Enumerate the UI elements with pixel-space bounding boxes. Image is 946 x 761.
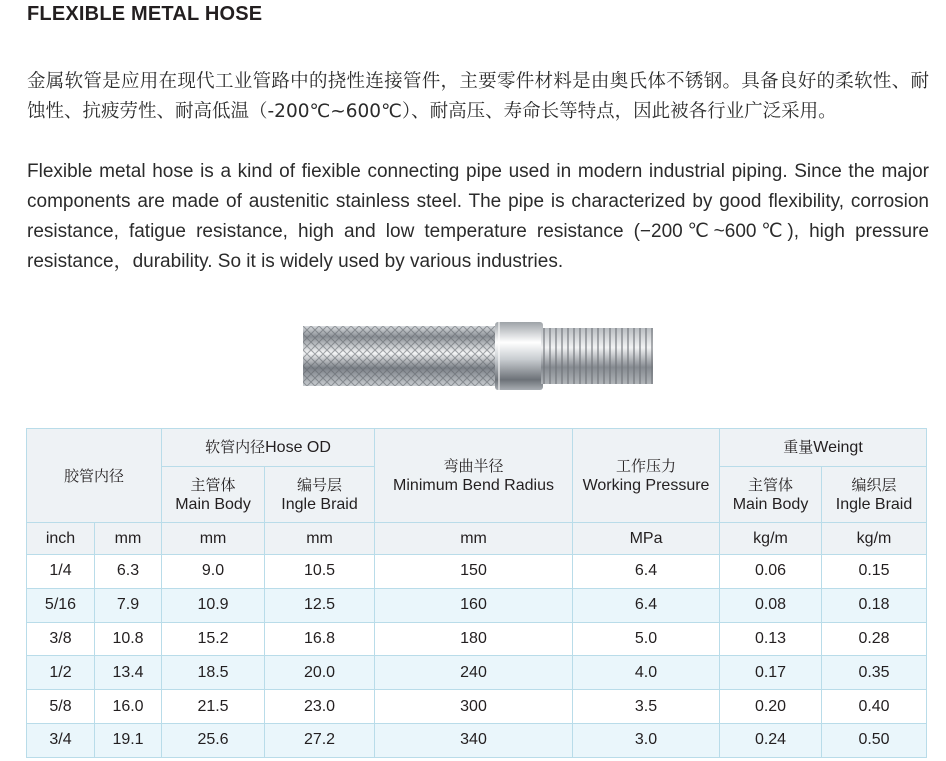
table-cell: 300 [375, 690, 573, 724]
table-cell: 0.20 [720, 690, 822, 724]
table-cell: 6.4 [573, 588, 720, 622]
unit-cell: kg/m [822, 523, 927, 555]
unit-cell: mm [162, 523, 265, 555]
table-cell: 3.5 [573, 690, 720, 724]
table-cell: 5/16 [27, 588, 95, 622]
table-cell: 10.9 [162, 588, 265, 622]
table-cell: 25.6 [162, 723, 265, 757]
unit-cell: inch [27, 523, 95, 555]
table-cell: 16.8 [265, 622, 375, 656]
table-cell: 4.0 [573, 656, 720, 690]
table-row [27, 555, 927, 589]
table-cell: 0.06 [720, 555, 822, 589]
unit-cell: mm [265, 523, 375, 555]
header-working-pressure: 工作压力 Working Pressure [573, 429, 720, 523]
table-cell: 15.2 [162, 622, 265, 656]
page-title: FLEXIBLE METAL HOSE [27, 3, 263, 25]
table-row [27, 622, 927, 656]
table-cell: 1/4 [27, 555, 95, 589]
table-cell: 13.4 [95, 656, 162, 690]
table-cell: 6.4 [573, 555, 720, 589]
table-cell: 3/4 [27, 723, 95, 757]
table-cell: 16.0 [95, 690, 162, 724]
intro-text-english: Flexible metal hose is a kind of fiexible connecting pipe used in modern industrial piping. Since the major components are made of austenitic stainless steel. The pipe is characterized by good flexibility, corrosion resistance, fatigue resistance, high and low temperature resistance (−200℃~600℃), high pressure resistance，durability. So it is widely used by various industries. [27, 161, 929, 272]
table-cell: 1/2 [27, 656, 95, 690]
unit-cell: kg/m [720, 523, 822, 555]
table-cell: 340 [375, 723, 573, 757]
header-hose-od: 软管内径Hose OD [162, 429, 375, 467]
table-cell: 0.40 [822, 690, 927, 724]
table-cell: 3.0 [573, 723, 720, 757]
table-row [27, 588, 927, 622]
header-od-braid: 编号层 Ingle Braid [265, 467, 375, 523]
table-cell: 0.18 [822, 588, 927, 622]
table-cell: 240 [375, 656, 573, 690]
table-cell: 0.24 [720, 723, 822, 757]
units-row [27, 523, 927, 555]
table-cell: 0.15 [822, 555, 927, 589]
table-cell: 20.0 [265, 656, 375, 690]
table-cell: 3/8 [27, 622, 95, 656]
table-cell: 0.28 [822, 622, 927, 656]
table-cell: 6.3 [95, 555, 162, 589]
table-cell: 160 [375, 588, 573, 622]
unit-cell: MPa [573, 523, 720, 555]
table-cell: 0.08 [720, 588, 822, 622]
table-cell: 23.0 [265, 690, 375, 724]
table-cell: 18.5 [162, 656, 265, 690]
unit-cell: mm [375, 523, 573, 555]
table-cell: 10.8 [95, 622, 162, 656]
unit-cell: mm [95, 523, 162, 555]
table-cell: 150 [375, 555, 573, 589]
table-cell: 180 [375, 622, 573, 656]
table-cell: 19.1 [95, 723, 162, 757]
table-cell: 7.9 [95, 588, 162, 622]
table-cell: 0.13 [720, 622, 822, 656]
table-cell: 21.5 [162, 690, 265, 724]
header-inner-diameter: 胶管内径 [27, 429, 162, 523]
table-cell: 0.50 [822, 723, 927, 757]
table-cell: 5/8 [27, 690, 95, 724]
table-cell: 12.5 [265, 588, 375, 622]
table-cell: 9.0 [162, 555, 265, 589]
table-cell: 27.2 [265, 723, 375, 757]
header-weight-main-body: 主管体 Main Body [720, 467, 822, 523]
table-cell: 0.35 [822, 656, 927, 690]
table-row [27, 723, 927, 757]
hose-product-image [303, 318, 653, 393]
table-row [27, 656, 927, 690]
header-weight-braid: 编织层 Ingle Braid [822, 467, 927, 523]
table-cell: 5.0 [573, 622, 720, 656]
table-cell: 0.17 [720, 656, 822, 690]
header-od-main-body: 主管体 Main Body [162, 467, 265, 523]
hose-spec-table [26, 428, 927, 758]
header-bend-radius: 弯曲半径 Minimum Bend Radius [375, 429, 573, 523]
table-cell: 10.5 [265, 555, 375, 589]
header-weight: 重量Weingt [720, 429, 927, 467]
table-row [27, 690, 927, 724]
intro-text-chinese: 金属软管是应用在现代工业管路中的挠性连接管件，主要零件材料是由奥氏体不锈钢。具备良好的柔软性、耐蚀性、抗疲劳性、耐高低温（-200℃~600℃）、耐高压、寿命长等特点，因此被各行业广泛采用。 [27, 71, 929, 122]
